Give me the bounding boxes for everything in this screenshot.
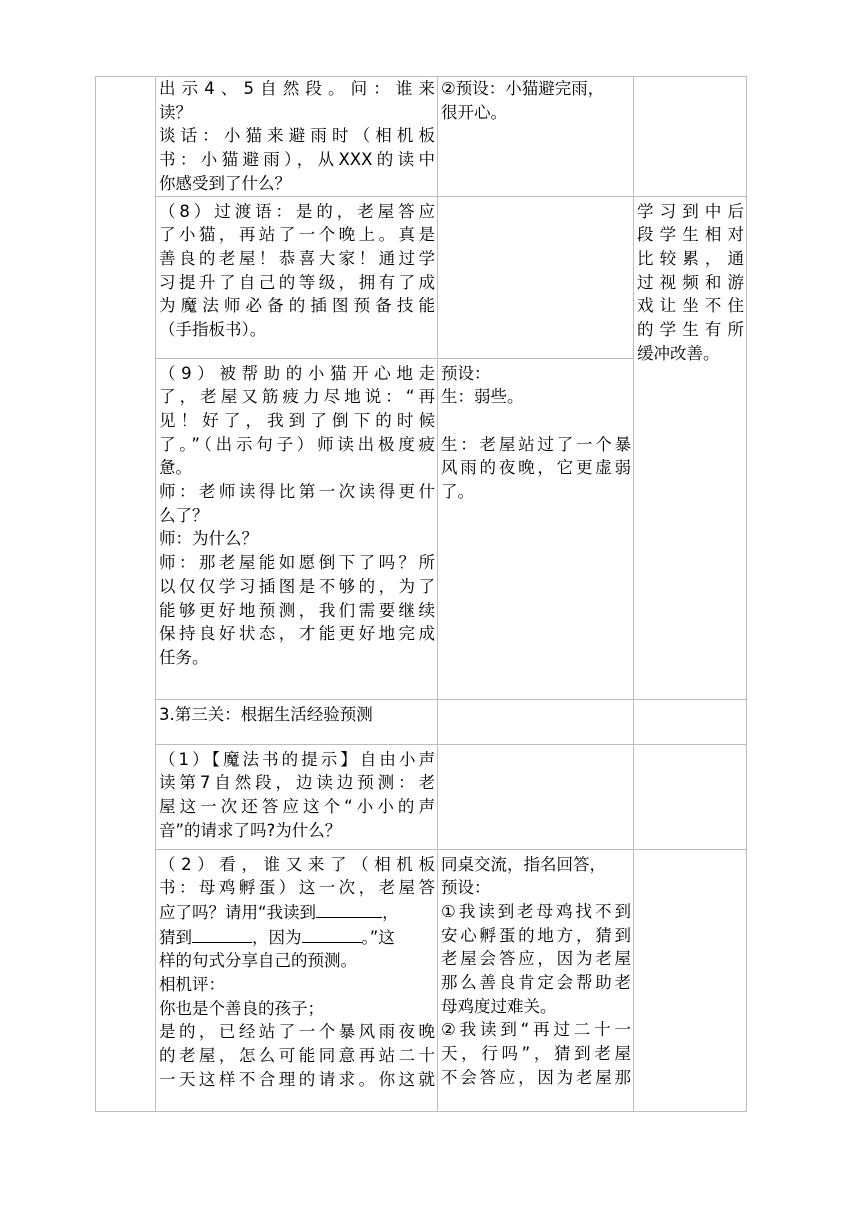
table-row	[96, 699, 747, 744]
student-activity-cell: 预设： 生：弱些。 生：老屋站过了一个暴 风雨的夜晚，它更虚弱 了。	[438, 358, 634, 699]
design-intent-cell: 学习到中后 段学生相对 比较累，通 过视频和游 戏让坐不住 的学生有所 缓冲改善。	[634, 196, 747, 699]
teacher-activity-cell: （9）被帮助的小猫开心地走 了，老屋又筋疲力尽地说：“再 见！好了，我到了倒下的时候 了。”（出示句子）师读出极度疲 惫。 师：老师读得比第一次读得更什 么了？ 师：为什么？ 师：那老屋能如愿倒下了吗？所 以仅仅学习插图是不够的，为了 能够更好地预测，我们需要继续 保持良好状态，才能更好地完成 任务。	[156, 358, 438, 699]
student-activity-cell: 同桌交流，指名回答， 预设： ①我读到老母鸡找不到 安心孵蛋的地方，猜到 老屋会答应，因为老屋 那么善良肯定会帮助老 母鸡度过难关。 ②我读到“再过二十一 天，行吗”，猜到老屋 不会答应，因为老屋那	[438, 849, 634, 1111]
teacher-activity-cell: 3.第三关：根据生活经验预测	[156, 699, 438, 744]
student-activity-cell	[438, 196, 634, 358]
table-row	[96, 196, 747, 358]
table-row	[96, 77, 747, 197]
table-row	[96, 849, 747, 1111]
table-row	[96, 744, 747, 849]
student-activity-cell	[438, 744, 634, 849]
design-intent-cell	[634, 744, 747, 849]
teacher-activity-cell: 出示4、5自然段。问：谁来 读？ 谈话：小猫来避雨时（相机板 书：小猫避雨），从XXX的读中 你感受到了什么？	[156, 77, 438, 197]
design-intent-cell	[634, 77, 747, 197]
teacher-activity-cell: （1）【魔法书的提示】自由小声 读第7自然段，边读边预测：老 屋这一次还答应这个“小小的声 音”的请求了吗?为什么？	[156, 744, 438, 849]
fill-blank	[316, 900, 382, 918]
teacher-activity-cell: （2）看，谁又来了（相机板 书：母鸡孵蛋）这一次，老屋答 应了吗？请用“我读到 ， 猜到 ，因为 。”这 样的句式分享自己的预测。 相机评： 你也是个善良的孩子； 是的，已经站了一个暴风雨夜晚 的老屋，怎么可能同意再站二十 一天这样不合理的请求。你这就	[156, 849, 438, 1111]
stage-cell	[96, 77, 156, 1112]
design-intent-cell	[634, 849, 747, 1111]
teacher-activity-cell: （8）过渡语：是的，老屋答应 了小猫，再站了一个晚上。真是 善良的老屋！恭喜大家！通过学 习提升了自己的等级，拥有了成 为魔法师必备的插图预备技能 （手指板书）。	[156, 196, 438, 358]
fill-blank	[302, 925, 362, 943]
design-intent-cell	[634, 699, 747, 744]
student-activity-cell: ②预设：小猫避完雨， 很开心。	[438, 77, 634, 197]
lesson-plan-table	[95, 76, 747, 1112]
fill-blank	[192, 925, 252, 943]
student-activity-cell	[438, 699, 634, 744]
